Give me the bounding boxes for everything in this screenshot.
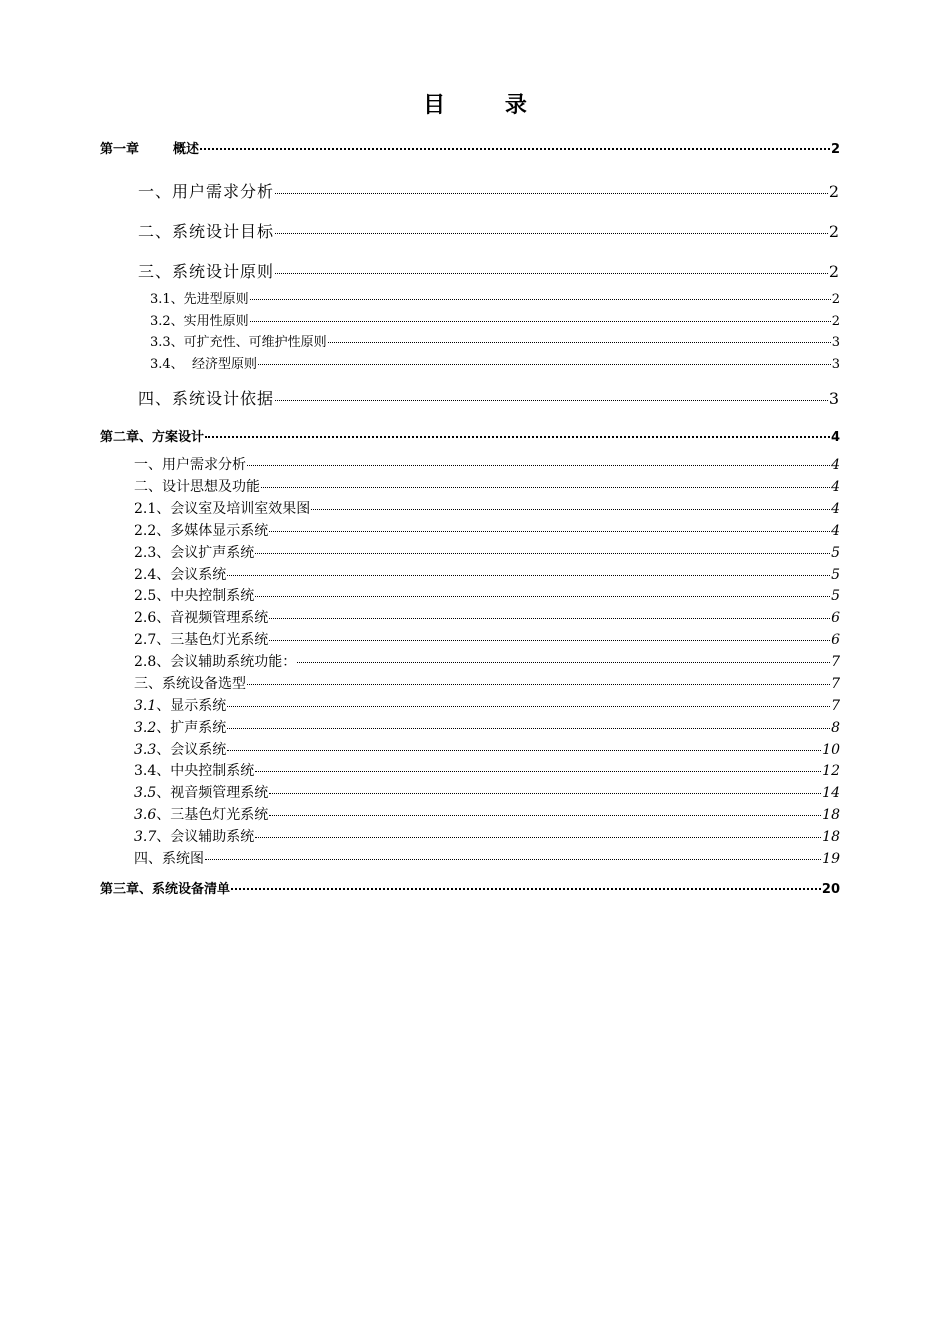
toc-entry[interactable]	[134, 826, 840, 846]
dot-leader	[227, 728, 830, 729]
dot-leader	[247, 465, 830, 466]
toc-entry-label: 2.6、音视频管理系统	[134, 610, 269, 626]
toc-page-number: 4	[830, 430, 840, 445]
toc-entry-label: 3.4、 经济型原则	[150, 357, 257, 372]
toc-entry-label: 第三章、系统设备清单	[100, 882, 231, 897]
toc-entry-label: 3.3、会议系统	[134, 742, 227, 758]
toc-entry[interactable]	[134, 695, 840, 715]
toc-entry[interactable]	[138, 179, 840, 202]
toc-page-number: 5	[831, 567, 840, 583]
toc-page-number: 7	[831, 698, 840, 714]
dot-leader	[269, 618, 830, 619]
dot-leader	[205, 859, 821, 860]
toc-page-number: 4	[831, 479, 840, 495]
dot-leader	[255, 771, 821, 772]
toc-page-number: 4	[831, 501, 840, 517]
toc-entry[interactable]	[134, 804, 840, 824]
dot-leader	[269, 793, 821, 794]
toc-page-number: 18	[822, 807, 840, 823]
toc-page-number: 7	[831, 654, 840, 670]
toc-entry-label: 2.4、会议系统	[134, 567, 227, 583]
toc-entry-label: 2.7、三基色灯光系统	[134, 632, 269, 648]
toc-entry-label: 3.2、扩声系统	[134, 720, 227, 736]
dot-leader	[275, 193, 828, 194]
toc-entry-label: 三、系统设备选型	[134, 676, 246, 692]
dot-leader	[275, 233, 828, 234]
dot-leader	[269, 531, 830, 532]
dot-leader	[227, 750, 821, 751]
toc-entry-label: 二、系统设计目标	[138, 222, 275, 241]
toc-page-number: 6	[831, 610, 840, 626]
toc-page-number: 5	[831, 588, 840, 604]
toc-page-number: 2	[831, 314, 840, 329]
toc-page-number: 7	[831, 676, 840, 692]
toc-title: 目 录	[423, 93, 553, 118]
toc-page-number: 19	[822, 851, 840, 867]
toc-entry[interactable]	[134, 629, 840, 649]
toc-entry[interactable]	[134, 739, 840, 759]
toc-entry-label: 3.4、中央控制系统	[134, 763, 255, 779]
toc-page-number: 2	[831, 292, 840, 307]
toc-page-number: 14	[822, 785, 840, 801]
toc-entry[interactable]	[134, 607, 840, 627]
toc-entry[interactable]	[150, 353, 840, 372]
toc-entry-label: 3.6、三基色灯光系统	[134, 807, 269, 823]
toc-entry-label: 2.3、会议扩声系统	[134, 545, 255, 561]
toc-page-number: 6	[831, 632, 840, 648]
dot-leader	[311, 509, 830, 510]
toc-page-number: 10	[822, 742, 840, 758]
toc-entry-label: 3.3、可扩充性、可维护性原则	[150, 335, 327, 350]
toc-page-number: 2	[828, 182, 840, 201]
toc-page-number: 4	[831, 523, 840, 539]
dot-leader	[227, 575, 830, 576]
toc-entry-label: 3.2、实用性原则	[150, 314, 249, 329]
toc-entry-label: 三、系统设计原则	[138, 262, 275, 281]
dot-leader	[227, 706, 830, 707]
toc-page-number: 3	[831, 335, 840, 350]
dot-leader	[297, 662, 830, 663]
toc-entry-chapter-3[interactable]	[100, 878, 840, 897]
toc-page-number: 5	[831, 545, 840, 561]
toc-entry-label: 二、设计思想及功能	[134, 479, 260, 495]
toc-page-number: 2	[828, 222, 840, 241]
toc-entry-label: 四、系统图	[134, 851, 204, 867]
toc-page-number: 8	[831, 720, 840, 736]
dot-leader	[250, 321, 831, 322]
toc-page-number: 4	[831, 457, 840, 473]
dot-leader	[261, 487, 830, 488]
toc-entry[interactable]	[134, 498, 840, 518]
toc-entry[interactable]	[134, 760, 840, 780]
toc-entry[interactable]	[138, 386, 840, 409]
toc-entry-label: 一、用户需求分析	[138, 182, 275, 201]
toc-entry-label: 3.5、视音频管理系统	[134, 785, 269, 801]
toc-entry[interactable]	[150, 288, 840, 307]
dot-leader	[258, 364, 831, 365]
toc-entry[interactable]	[134, 564, 840, 584]
toc-entry-label: 2.2、多媒体显示系统	[134, 523, 269, 539]
toc-entry[interactable]	[134, 520, 840, 540]
dot-leader	[231, 888, 821, 890]
dot-leader	[255, 837, 821, 838]
toc-entry[interactable]	[134, 542, 840, 562]
toc-entry-chapter-1[interactable]	[100, 138, 840, 157]
dot-leader	[255, 553, 830, 554]
toc-page-number: 12	[822, 763, 840, 779]
toc-entry-label: 一、用户需求分析	[134, 457, 246, 473]
toc-entry-label: 第一章 概述	[100, 142, 200, 157]
toc-entry-label: 2.1、会议室及培训室效果图	[134, 501, 311, 517]
dot-leader	[205, 436, 830, 438]
toc-entry-label: 3.1、先进型原则	[150, 292, 249, 307]
toc-entry[interactable]	[134, 673, 840, 693]
toc-page-number: 20	[821, 882, 840, 897]
toc-entry[interactable]	[134, 651, 840, 671]
toc-entry-label: 2.8、会议辅助系统功能：	[134, 654, 297, 670]
toc-page-number: 3	[828, 389, 840, 408]
toc-entry[interactable]	[134, 782, 840, 802]
toc-entry[interactable]	[150, 310, 840, 329]
toc-entry[interactable]	[138, 219, 840, 242]
toc-entry-chapter-2[interactable]	[100, 426, 840, 445]
toc-entry-label: 四、系统设计依据	[138, 389, 275, 408]
toc-page-number: 2	[830, 142, 840, 157]
toc-entry[interactable]	[134, 717, 840, 737]
toc-entry-label: 3.7、会议辅助系统	[134, 829, 255, 845]
toc-entry-label: 2.5、中央控制系统	[134, 588, 255, 604]
toc-entry[interactable]	[134, 476, 840, 496]
toc-page-number: 18	[822, 829, 840, 845]
dot-leader	[328, 342, 831, 343]
dot-leader	[275, 400, 828, 401]
toc-page-number: 2	[828, 262, 840, 281]
dot-leader	[255, 596, 830, 597]
toc-entry[interactable]	[134, 454, 840, 474]
toc-page-number: 3	[831, 357, 840, 372]
toc-entry[interactable]	[134, 585, 840, 605]
dot-leader	[275, 273, 828, 274]
toc-entry-label: 3.1、显示系统	[134, 698, 227, 714]
dot-leader	[269, 815, 821, 816]
toc-entry[interactable]	[138, 259, 840, 282]
toc-entry[interactable]	[150, 331, 840, 350]
dot-leader	[200, 148, 830, 150]
dot-leader	[250, 299, 831, 300]
dot-leader	[247, 684, 830, 685]
toc-entry[interactable]	[134, 848, 840, 868]
toc-entry-label: 第二章、方案设计	[100, 430, 205, 445]
dot-leader	[269, 640, 830, 641]
